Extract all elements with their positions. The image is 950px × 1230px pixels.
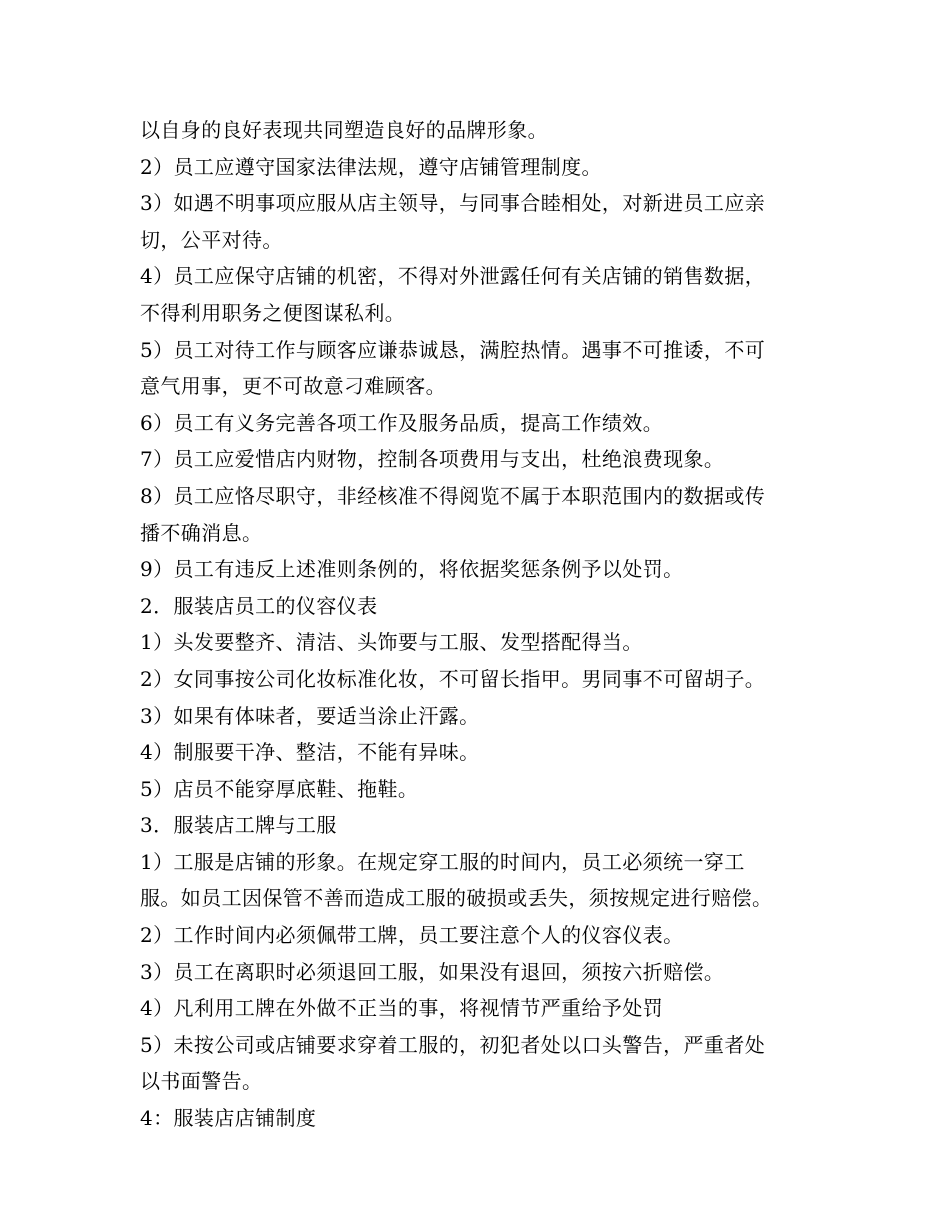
text-line: 4）制服要干净、整洁，不能有异味。 (140, 740, 480, 765)
text-line: 4）员工应保守店铺的机密，不得对外泄露任何有关店铺的销售数据， (140, 264, 766, 289)
text-line: 不得利用职务之便图谋私利。 (140, 300, 406, 325)
text-line: 播不确消息。 (140, 520, 263, 545)
text-line: 6）员工有义务完善各项工作及服务品质，提高工作绩效。 (140, 410, 664, 435)
document-body (140, 112, 830, 1137)
text-line: 5）未按公司或店铺要求穿着工服的，初犯者处以口头警告，严重者处 (140, 1032, 766, 1057)
section-heading: 4：服装店店铺制度 (140, 1106, 317, 1131)
text-line: 2）工作时间内必须佩带工牌，员工要注意个人的仪容仪表。 (140, 923, 684, 948)
text-line: 3）如遇不明事项应服从店主领导，与同事合睦相处，对新进员工应亲 (140, 191, 766, 216)
text-line: 7）员工应爱惜店内财物，控制各项费用与支出，杜绝浪费现象。 (140, 447, 725, 472)
text-line: 1）工服是店铺的形象。在规定穿工服的时间内，员工必须统一穿工 (140, 849, 745, 874)
text-line: 9）员工有违反上述准则条例的，将依据奖惩条例予以处罚。 (140, 557, 684, 582)
text-line: 切，公平对待。 (140, 227, 283, 252)
text-line: 3）员工在离职时必须退回工服，如果没有退回，须按六折赔偿。 (140, 959, 725, 984)
text-line: 以自身的良好表现共同塑造良好的品牌形象。 (140, 118, 548, 142)
text-line: 5）员工对待工作与顾客应谦恭诚恳，满腔热情。遇事不可推诿，不可 (140, 337, 766, 362)
text-line: 以书面警告。 (140, 1069, 263, 1094)
text-line: 1）头发要整齐、清洁、头饰要与工服、发型搭配得当。 (140, 630, 643, 655)
text-line: 2）女同事按公司化妆标准化妆，不可留长指甲。男同事不可留胡子。 (140, 666, 766, 691)
section-heading: 2．服装店员工的仪容仪表 (140, 593, 378, 618)
text-line: 8）员工应恪尽职守，非经核准不得阅览不属于本职范围内的数据或传 (140, 483, 766, 508)
text-line: 4）凡利用工牌在外做不正当的事，将视情节严重给予处罚 (140, 996, 664, 1021)
text-line: 5）店员不能穿厚底鞋、拖鞋。 (140, 776, 419, 801)
text-line: 意气用事，更不可故意刁难顾客。 (140, 374, 446, 399)
section-heading: 3．服装店工牌与工服 (140, 813, 337, 838)
text-line: 2）员工应遵守国家法律法规，遵守店铺管理制度。 (140, 154, 602, 179)
text-line: 3）如果有体味者，要适当涂止汗露。 (140, 703, 480, 728)
text-line: 服。如员工因保管不善而造成工服的破损或丢失，须按规定进行赔偿。 (140, 886, 773, 911)
